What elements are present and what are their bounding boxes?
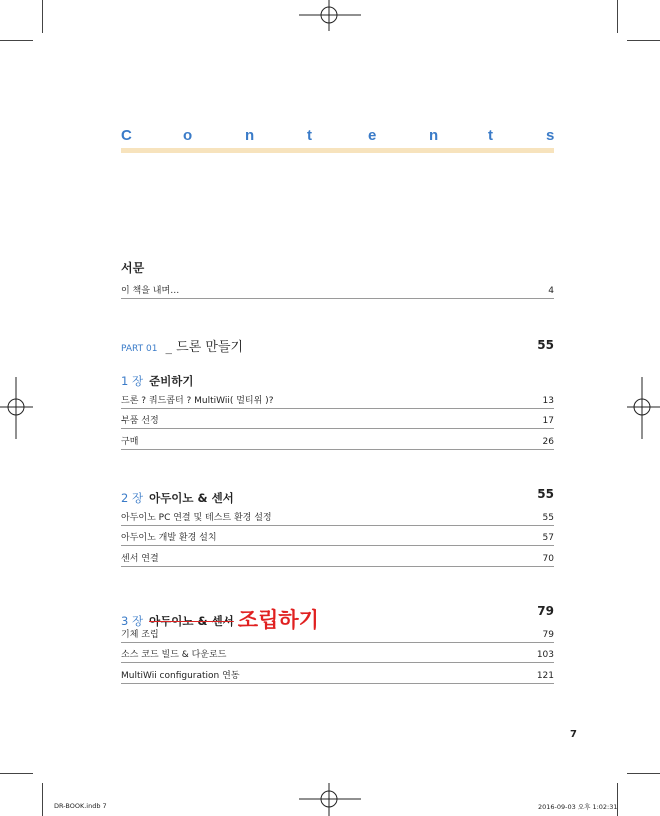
page-number: 7 <box>570 729 577 740</box>
entry-title: MultiWii configuration 연동 <box>121 671 240 681</box>
chapter-name: 준비하기 <box>149 374 194 388</box>
entry-page: 55 <box>542 513 554 523</box>
toc-entry[interactable] <box>121 643 554 663</box>
entry-title: 부품 선정 <box>121 416 159 426</box>
preface-heading: 서문 <box>121 261 145 275</box>
title-letter: o <box>183 127 193 144</box>
entry-title: 드론 ? 쿼드콥터 ? MultiWii( 멀티위 )? <box>121 396 274 406</box>
toc-entry[interactable] <box>121 664 554 684</box>
title-letter: s <box>546 127 555 144</box>
chapter-number: 3 장 <box>121 614 144 628</box>
toc-entry[interactable] <box>121 526 554 546</box>
entry-page: 17 <box>542 416 554 426</box>
title-letter: n <box>429 127 439 144</box>
part-heading <box>121 336 554 356</box>
entry-page: 103 <box>536 650 554 660</box>
toc-entry-preface[interactable] <box>121 279 554 299</box>
entry-rule <box>121 449 554 450</box>
footer-timestamp: 2016-09-03 오후 1:02:31 <box>538 803 618 811</box>
entry-title: 이 책을 내며… <box>121 286 180 296</box>
entry-rule <box>121 298 554 299</box>
entry-title: 아두이노 개발 환경 설치 <box>121 533 217 543</box>
chapter-name-struck: 아두이노 & 센서 <box>149 614 234 628</box>
part-page: 55 <box>537 338 554 352</box>
entry-page: 26 <box>542 437 554 447</box>
chapter-page: 55 <box>537 487 554 501</box>
entry-rule <box>121 566 554 567</box>
entry-rule <box>121 545 554 546</box>
chapter-number: 2 장 <box>121 491 144 505</box>
toc-entry[interactable] <box>121 409 554 429</box>
contents-title <box>121 127 555 147</box>
toc-entry[interactable] <box>121 389 554 409</box>
toc-entry[interactable] <box>121 506 554 526</box>
entry-page: 79 <box>542 630 554 640</box>
entry-title: 기체 조립 <box>121 630 159 640</box>
entry-page: 13 <box>542 396 554 406</box>
toc-entry[interactable] <box>121 623 554 643</box>
chapter-number: 1 장 <box>121 374 144 388</box>
entry-rule <box>121 428 554 429</box>
chapter-2-heading[interactable] <box>121 487 554 505</box>
title-letter: t <box>307 127 312 144</box>
entry-title: 아두이노 PC 연결 및 테스트 환경 설정 <box>121 513 272 523</box>
footer-file-info: DR-BOOK.indb 7 <box>54 802 107 810</box>
entry-page: 57 <box>542 533 554 543</box>
entry-title: 소스 코드 빌드 & 다운로드 <box>121 650 227 660</box>
entry-rule <box>121 683 554 684</box>
part-label: PART 01 <box>121 344 158 354</box>
chapter-1-heading[interactable] <box>121 370 554 388</box>
part-title: _ 드론 만들기 <box>165 340 244 355</box>
title-letter: t <box>488 127 493 144</box>
chapter-name: 아두이노 & 센서 <box>149 491 234 505</box>
entry-title: 구매 <box>121 437 139 447</box>
title-underline <box>121 148 554 153</box>
title-letter: C <box>121 127 132 144</box>
toc-entry[interactable] <box>121 430 554 450</box>
entry-page: 70 <box>542 554 554 564</box>
handwritten-correction: 조립하기 <box>237 608 319 632</box>
entry-rule <box>121 662 554 663</box>
title-letter: e <box>368 127 377 144</box>
chapter-page: 79 <box>537 604 554 618</box>
title-letter: n <box>245 127 255 144</box>
entry-page: 4 <box>548 286 554 296</box>
toc-entry[interactable] <box>121 547 554 567</box>
entry-page: 121 <box>536 671 554 681</box>
entry-title: 센서 연결 <box>121 554 159 564</box>
